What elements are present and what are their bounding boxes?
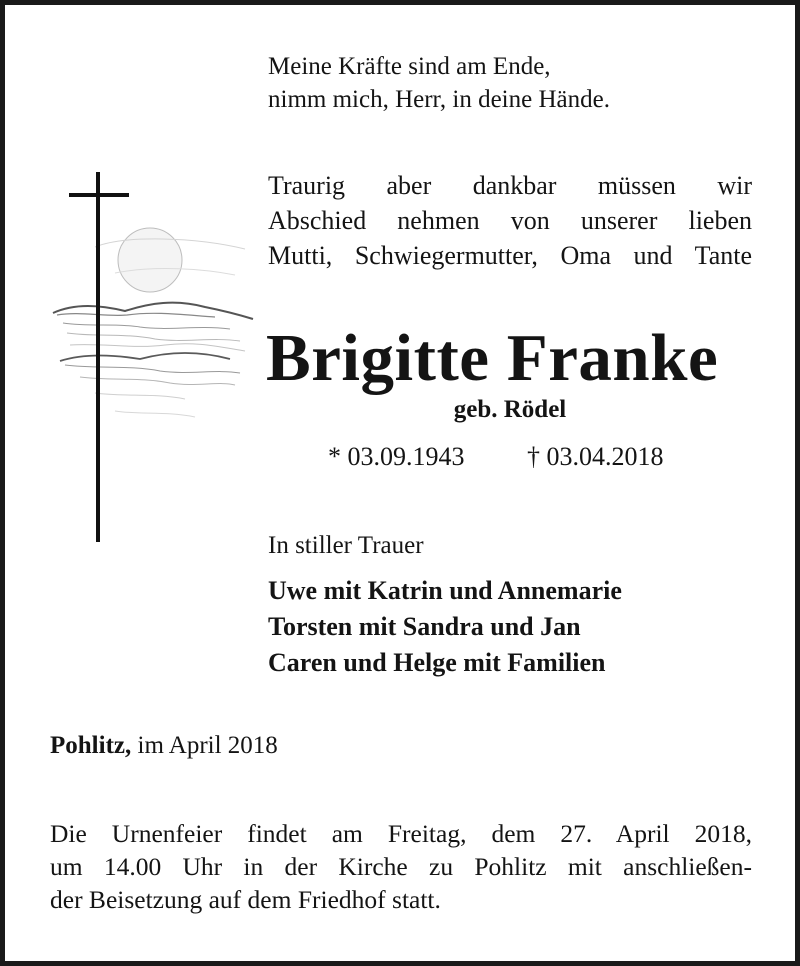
verse-line: nimm mich, Herr, in deine Hände. xyxy=(268,86,610,113)
verse xyxy=(268,50,610,116)
cross-landscape-illustration xyxy=(45,165,260,545)
mourning-intro: In stiller Trauer xyxy=(268,532,424,559)
ceremony-line: Die Urnenfeier findet am Freitag, dem 27. April 2018, xyxy=(50,819,752,848)
death-date: † 03.04.2018 xyxy=(527,442,664,471)
birth-name: geb. Rödel xyxy=(453,396,567,423)
intro-text xyxy=(268,168,752,273)
birth-date: * 03.09.1943 xyxy=(328,442,465,471)
mourner-line: Uwe mit Katrin und Annemarie xyxy=(268,576,622,605)
ceremony-line: der Beisetzung auf dem Friedhof statt. xyxy=(50,885,441,914)
intro-line: Traurig aber dankbar müssen wir xyxy=(268,171,752,200)
ceremony-notice xyxy=(50,817,752,916)
intro-line: Abschied nehmen von unserer lieben xyxy=(268,206,752,235)
place: Pohlitz, xyxy=(50,732,132,759)
place-date xyxy=(50,730,278,762)
date: im April 2018 xyxy=(137,732,278,759)
deceased-name: Brigitte Franke xyxy=(266,321,719,395)
ceremony-line: um 14.00 Uhr in der Kirche zu Pohlitz mit anschließen- xyxy=(50,852,752,881)
mourner-line: Torsten mit Sandra und Jan xyxy=(268,612,581,641)
mourners-list xyxy=(268,573,622,681)
intro-line: Mutti, Schwiegermutter, Oma und Tante xyxy=(268,241,752,270)
landscape-sun-icon xyxy=(53,228,253,417)
mourner-line: Caren und Helge mit Familien xyxy=(268,648,606,677)
life-dates xyxy=(268,440,752,474)
verse-line: Meine Kräfte sind am Ende, xyxy=(268,53,551,80)
